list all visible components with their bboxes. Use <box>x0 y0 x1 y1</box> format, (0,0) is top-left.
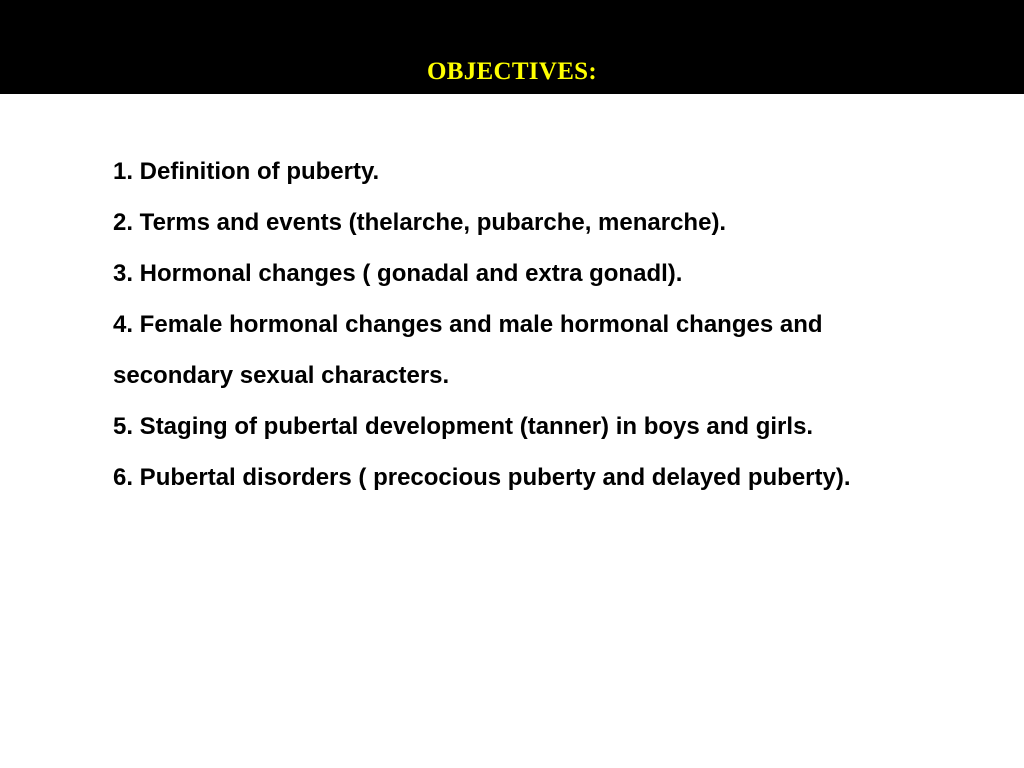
objective-item: 2. Terms and events (thelarche, pubarche, menarche). <box>113 209 727 236</box>
title-bar <box>0 0 1024 94</box>
objective-item: 5. Staging of pubertal development (tanner) in boys and girls. <box>113 413 814 440</box>
slide-title: OBJECTIVES: <box>426 58 597 85</box>
objective-item: 4. Female hormonal changes and male hormonal changes and secondary sexual characters. <box>113 311 823 389</box>
objective-item: 1. Definition of puberty. <box>113 158 380 185</box>
objectives-list <box>113 146 913 503</box>
objective-item: 6. Pubertal disorders ( precocious puberty and delayed puberty). <box>113 464 851 491</box>
objective-item: 3. Hormonal changes ( gonadal and extra gonadl). <box>113 260 683 287</box>
